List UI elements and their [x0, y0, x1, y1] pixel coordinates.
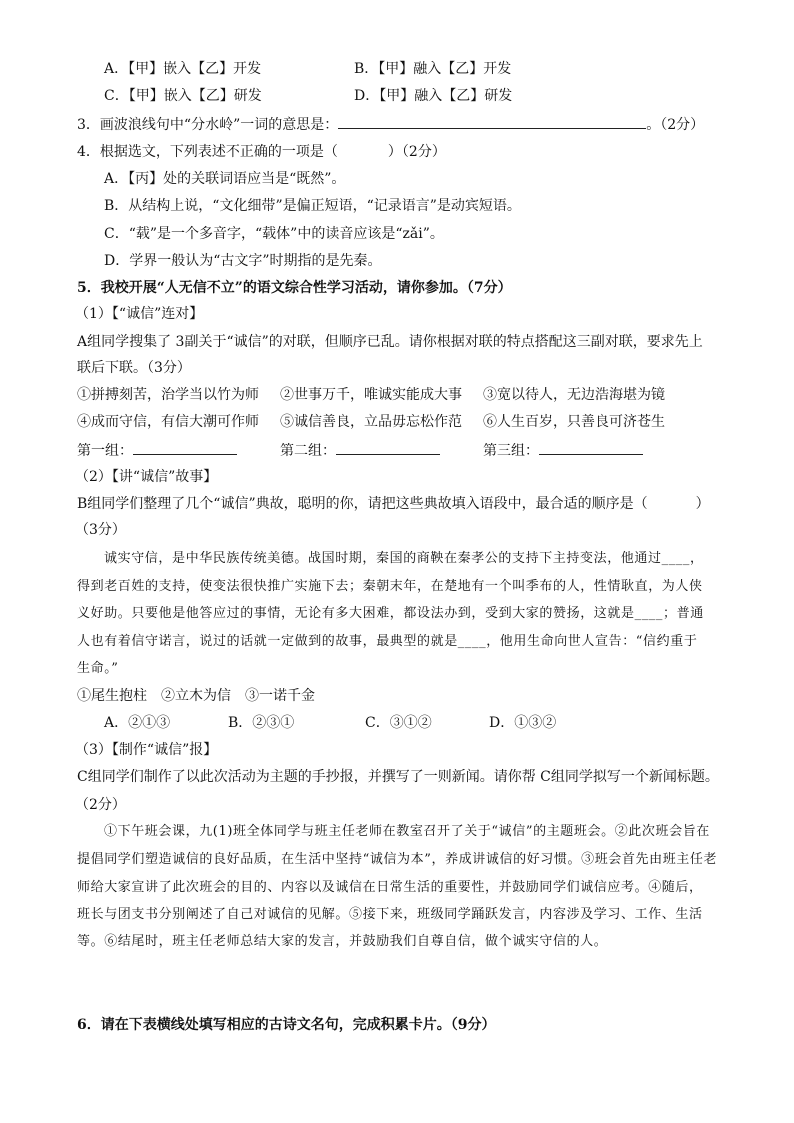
- story-paragraph-line-3: 义好助。只要他是他答应过的事情，无论有多大困难，都设法办到，受到大家的赞扬，这就是____；普通: [77, 606, 704, 621]
- group-3-label: 第三组：: [483, 443, 539, 459]
- q6-title: 6．请在下表横线处填写相应的古诗文名句，完成积累卡片。（9分）: [77, 1017, 496, 1033]
- group-1: [77, 440, 237, 461]
- q5-p2-option-d: D．①③②: [489, 715, 557, 731]
- q4-option-a: A．【丙】处的关联词语应当是“既然”。: [104, 171, 346, 187]
- news-line-2: 提倡同学们塑造诚信的良好品质，在生活中坚持“诚信为本”，养成讲诚信的好习惯。③班会首先由班主任老: [77, 852, 718, 867]
- q2-option-d: D．【甲】融入【乙】研发: [354, 88, 513, 104]
- q3-line: [77, 114, 704, 135]
- news-line-5: 等。⑥结尾时，班主任老师总结大家的发言，并鼓励我们自尊自信，做个诚实守信的人。: [77, 934, 608, 949]
- couplet-3: ③宽以待人，无边浩海堪为镜: [483, 387, 665, 403]
- couplet-5: ⑤诚信善良，立品毋忘松作范: [280, 414, 462, 430]
- story-paragraph-line-2: 得到老百姓的支持，使变法很快推广实施下去；秦朝末年，在楚地有一个叫季布的人，性情耿直，为人侠: [77, 579, 703, 594]
- q5-p2-option-b: B．②③①: [228, 715, 295, 731]
- q4-text: 4．根据选文，下列表述不正确的一项是（: [77, 144, 338, 160]
- news-line-1: ①下午班会课，九(1)班全体同学与班主任老师在教室召开了关于“诚信”的主题班会。②此次班会旨在: [104, 824, 710, 839]
- group-2: [280, 440, 440, 461]
- group-2-blank[interactable]: [336, 440, 440, 455]
- q4-option-d: D．学界一般认为“古文字”时期指的是先秦。: [104, 253, 382, 269]
- q3-text: 3．画波浪线句中“分水岭”一词的意思是：: [77, 117, 339, 133]
- q3-score: 。（2分）: [646, 117, 705, 133]
- couplet-6: ⑥人生百岁，只善良可济苍生: [483, 414, 665, 430]
- q5-p2-instruction-text: B组同学们整理了几个“诚信”典故，聪明的你，请把这些典故填入语段中，最合适的顺序是（: [77, 496, 648, 512]
- q5-p2-paren-close: ）: [695, 496, 710, 512]
- q5-p2-heading: （2）【讲“诚信”故事】: [75, 469, 218, 485]
- q2-option-b: B．【甲】融入【乙】开发: [354, 61, 512, 77]
- group-3: [483, 440, 643, 461]
- q5-title: 5．我校开展“人无信不立”的语文综合性学习活动，请你参加。（7分）: [77, 280, 512, 296]
- group-2-label: 第二组：: [280, 443, 336, 459]
- q5-p2-instruction-1: [77, 494, 710, 514]
- q5-p2-option-a: A．②①③: [104, 715, 171, 731]
- q3-answer-blank[interactable]: [338, 114, 646, 129]
- q4-score: ）（2分）: [387, 144, 446, 160]
- couplet-2: ②世事万千，唯诚实能成大事: [280, 387, 462, 403]
- news-line-3: 师给大家宣讲了此次班会的目的、内容以及诚信在日常生活的重要性，并鼓励同学们诚信应考。④随后，: [77, 880, 703, 895]
- q5-p3-score: （2分）: [75, 797, 126, 813]
- group-1-blank[interactable]: [133, 440, 237, 455]
- story-paragraph-line-1: 诚实守信，是中华民族传统美德。战国时期，秦国的商鞅在秦孝公的支持下主持变法，他通过____，: [104, 551, 704, 566]
- q5-p2-option-c: C．③①②: [365, 715, 432, 731]
- couplet-4: ④成而守信，有信大潮可作师: [77, 414, 259, 430]
- story-paragraph-line-5: 生命。”: [77, 661, 119, 676]
- q4-line: [77, 142, 446, 162]
- story-paragraph-line-4: 人也有着信守诺言，说过的话就一定做到的故事，最典型的就是____，他用生命向世人宣告：“信约重于: [77, 634, 698, 649]
- q5-p1-instruction-1: A组同学搜集了 3副关于“诚信”的对联，但顺序已乱。请你根据对联的特点搭配这三副对联，要求先上: [77, 334, 703, 350]
- q2-option-a: A．【甲】嵌入【乙】开发: [104, 61, 262, 77]
- q5-p3-heading: （3）【制作“诚信”报】: [75, 742, 218, 758]
- story-items: ①尾生抱柱 ②立木为信 ③一诺千金: [77, 688, 315, 704]
- q2-option-c: C．【甲】嵌入【乙】研发: [104, 88, 262, 104]
- q4-option-c: C．“载”是一个多音字，“载体”中的读音应该是“zǎi”。: [104, 226, 444, 242]
- couplet-1: ①拼搏刻苦，治学当以竹为师: [77, 387, 259, 403]
- q5-p3-instruction-1: C组同学们制作了以此次活动为主题的手抄报，并撰写了一则新闻。请你帮 C组同学拟写一个新闻标题。: [77, 769, 719, 785]
- news-line-4: 班长与团支书分别阐述了自己对诚信的见解。⑤接下来，班级同学踊跃发言，内容涉及学习、工作、生活: [77, 907, 703, 922]
- q5-p1-heading: （1）【“诚信”连对】: [75, 306, 204, 322]
- group-1-label: 第一组：: [77, 443, 133, 459]
- group-3-blank[interactable]: [539, 440, 643, 455]
- q4-option-b: B．从结构上说，“文化细带”是偏正短语，“记录语言”是动宾短语。: [104, 198, 521, 214]
- q5-p2-score: （3分）: [75, 522, 126, 538]
- q5-p1-instruction-2: 联后下联。（3分）: [77, 360, 191, 376]
